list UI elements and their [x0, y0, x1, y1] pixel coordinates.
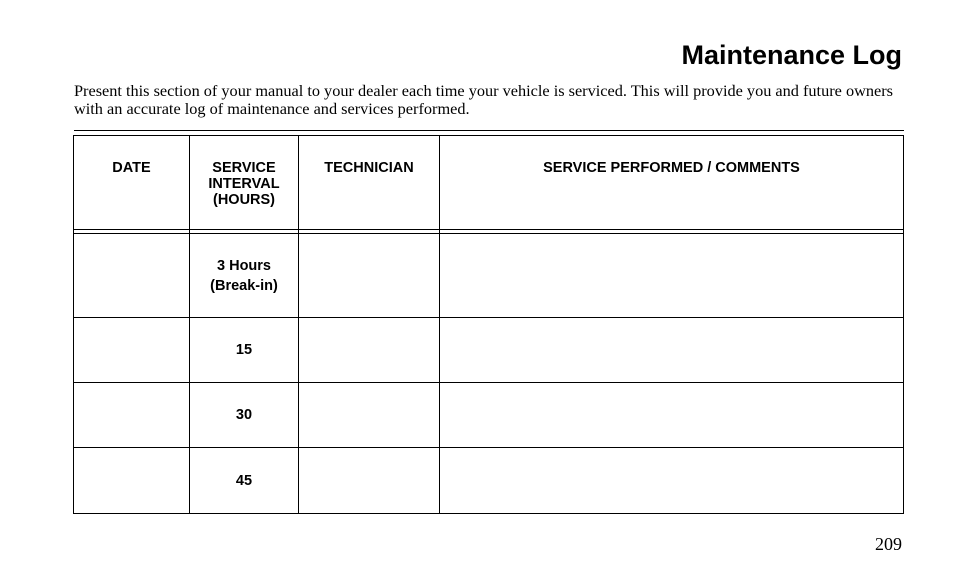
header-date: DATE	[74, 136, 190, 230]
header-service-performed: SERVICE PERFORMED / COMMENTS	[440, 136, 904, 230]
page-title: Maintenance Log	[681, 40, 902, 70]
page-number: 209	[875, 534, 902, 554]
intro-paragraph: Present this section of your manual to your dealer each time your vehicle is serviced. This will provide you and future owners with an accurate log of maintenance and services performed.	[74, 81, 893, 118]
maintenance-log-table	[73, 130, 904, 514]
header-row	[74, 136, 904, 230]
interval-cell: 45	[190, 448, 299, 514]
table-row	[74, 448, 904, 514]
header-service-interval: SERVICE INTERVAL (HOURS)	[190, 136, 299, 230]
date-cell[interactable]	[74, 448, 190, 514]
comments-cell[interactable]	[440, 234, 904, 318]
comments-cell[interactable]	[440, 448, 904, 514]
header-technician: TECHNICIAN	[299, 136, 440, 230]
technician-cell[interactable]	[299, 318, 440, 383]
technician-cell[interactable]	[299, 448, 440, 514]
table-row	[74, 383, 904, 448]
comments-cell[interactable]	[440, 318, 904, 383]
technician-cell[interactable]	[299, 383, 440, 448]
table-row	[74, 318, 904, 383]
date-cell[interactable]	[74, 234, 190, 318]
comments-cell[interactable]	[440, 383, 904, 448]
interval-cell: 30	[190, 383, 299, 448]
interval-cell: 15	[190, 318, 299, 383]
date-cell[interactable]	[74, 318, 190, 383]
table-row	[74, 234, 904, 318]
technician-cell[interactable]	[299, 234, 440, 318]
date-cell[interactable]	[74, 383, 190, 448]
interval-cell: 3 Hours (Break-in)	[190, 234, 299, 318]
